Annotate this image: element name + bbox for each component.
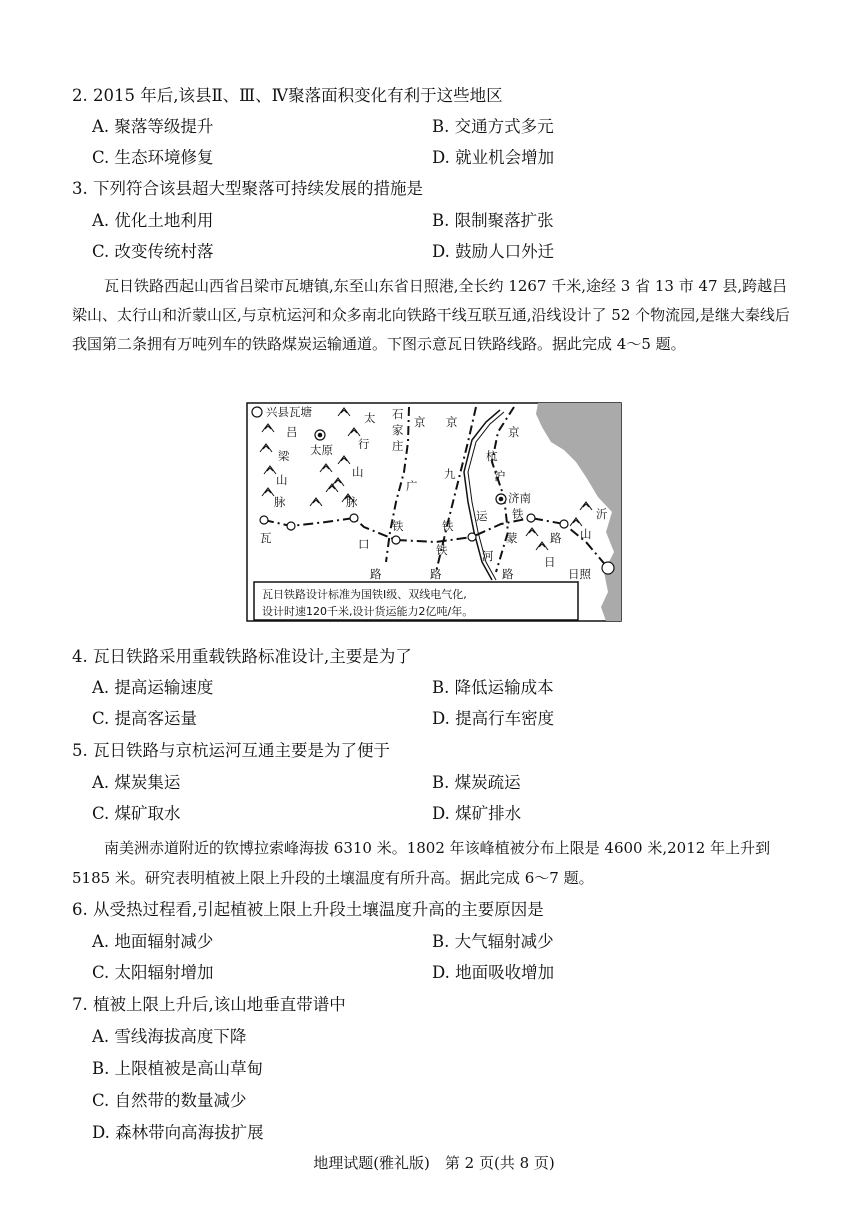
map-label-start-station: 兴县瓦塘 (266, 405, 312, 419)
question-3-option-a: A. 优化土地利用 (92, 211, 214, 230)
question-3-option-c: C. 改变传统村落 (92, 242, 214, 261)
map-label-tie3: 铁 (436, 543, 448, 557)
question-5-option-b: B. 煤炭疏运 (432, 773, 521, 792)
question-6-option-b: B. 大气辐射减少 (432, 932, 554, 951)
map-label-guang: 广 (406, 479, 418, 493)
map-label-meng: 蒙 (506, 531, 518, 545)
question-5-option-a: A. 煤炭集运 (92, 773, 181, 792)
start-station-marker (252, 407, 262, 417)
question-5-option-d: D. 煤矿排水 (432, 804, 522, 823)
map-label-jiu: 九 (444, 467, 456, 481)
map-label-jing3: 京 (508, 425, 520, 439)
question-3-option-d: D. 鼓励人口外迁 (432, 242, 555, 261)
question-2-stem: 2. 2015 年后,该县Ⅱ、Ⅲ、Ⅳ聚落面积变化有利于这些地区 (72, 86, 503, 105)
map-label-ri: 日 (544, 555, 556, 569)
question-4-option-b: B. 降低运输成本 (432, 678, 554, 697)
map-label-yun: 运 (476, 509, 488, 523)
question-5-stem: 5. 瓦日铁路与京杭运河互通主要是为了便于 (72, 741, 390, 760)
map-label-hu: 沪 (494, 469, 506, 483)
map-label-shan3: 山 (580, 527, 592, 541)
question-4-option-a: A. 提高运输速度 (92, 678, 214, 697)
map-label-hang2: 杭 (486, 449, 498, 463)
question-3-option-b: B. 限制聚落扩张 (432, 211, 554, 230)
map-label-he: 河 (482, 549, 494, 563)
map-label-jing1: 京 (414, 415, 426, 429)
map-label-rizhao: 日照 (568, 567, 591, 581)
question-7-option-a: A. 雪线海拔高度下降 (92, 1027, 247, 1046)
map-label-mai2: 脉 (346, 495, 358, 509)
question-6-option-d: D. 地面吸收增加 (432, 963, 555, 982)
map-label-lu1: 路 (370, 567, 382, 581)
question-4-option-d: D. 提高行车密度 (432, 709, 555, 728)
map-label-taiyuan: 太原 (310, 443, 333, 457)
map-label-jing2: 京 (446, 415, 458, 429)
question-7-option-d: D. 森林带向高海拔扩展 (92, 1123, 264, 1142)
page-footer: 地理试题(雅礼版) 第 2 页(共 8 页) (313, 1154, 555, 1172)
map-label-jia: 家 (392, 423, 404, 437)
map-label-zhuang: 庄 (392, 439, 404, 453)
map-label-yi: 沂 (596, 507, 608, 521)
question-2-option-b: B. 交通方式多元 (432, 117, 554, 136)
rizhao-port-marker (602, 562, 614, 574)
map-label-mai1: 脉 (274, 495, 286, 509)
railway-route-map (246, 402, 622, 622)
question-6-option-c: C. 太阳辐射增加 (92, 963, 214, 982)
map-label-shan2: 山 (352, 465, 364, 479)
map-label-liang: 梁 (278, 449, 290, 463)
passage-chimborazo: 南美洲赤道附近的钦博拉索峰海拔 6310 米。1802 年该峰植被分布上限是 4600 米,2012 年上升到 5185 米。研究表明植被上限上升段的土壤温度有所升高。据此完成 6～7 题。 (72, 839, 771, 887)
question-4-stem: 4. 瓦日铁路采用重载铁路标准设计,主要是为了 (72, 647, 412, 666)
passage-railway: 瓦日铁路西起山西省吕梁市瓦塘镇,东至山东省日照港,全长约 1267 千米,途经 3 省 13 市 47 县,跨越吕梁山、太行山和沂蒙山区,与京杭运河和众多南北向铁路干线互联互通,沿线设计了 52 个物流园,是继大秦线后我国第二条拥有万吨列车的铁路煤炭运输通道。下图示意瓦日铁路线路。据此完成 4～5 题。 (72, 277, 790, 353)
map-label-lu2: 路 (430, 567, 442, 581)
question-2-option-a: A. 聚落等级提升 (92, 117, 214, 136)
map-note-line2: 设计时速120千米,设计货运能力2亿吨/年。 (262, 605, 474, 618)
map-label-wa: 瓦 (260, 531, 272, 545)
map-label-tai: 太 (364, 411, 376, 425)
map-label-shi: 石 (392, 407, 404, 421)
question-2-option-d: D. 就业机会增加 (432, 148, 555, 167)
map-note-line1: 瓦日铁路设计标准为国铁Ⅰ级、双线电气化, (262, 588, 467, 601)
map-label-kou: 口 (358, 537, 370, 551)
question-7-stem: 7. 植被上限上升后,该山地垂直带谱中 (72, 995, 346, 1014)
question-7-option-c: C. 自然带的数量减少 (92, 1091, 247, 1110)
question-6-stem: 6. 从受热过程看,引起植被上限上升段土壤温度升高的主要原因是 (72, 900, 544, 919)
map-label-hang: 行 (358, 437, 370, 451)
map-label-lv: 吕 (286, 425, 298, 439)
question-7-option-b: B. 上限植被是高山草甸 (92, 1059, 264, 1078)
map-label-jinan: 济南 (508, 491, 531, 505)
map-label-tie4: 铁 (512, 507, 524, 521)
question-3-stem: 3. 下列符合该县超大型聚落可持续发展的措施是 (72, 179, 423, 198)
question-2-option-c: C. 生态环境修复 (92, 148, 214, 167)
map-label-tie2: 铁 (442, 519, 454, 533)
question-5-option-c: C. 煤矿取水 (92, 804, 181, 823)
map-label-shan1: 山 (276, 473, 288, 487)
question-6-option-a: A. 地面辐射减少 (92, 932, 214, 951)
question-4-option-c: C. 提高客运量 (92, 709, 198, 728)
map-label-lu3: 路 (502, 567, 514, 581)
map-label-tie1: 铁 (392, 519, 404, 533)
map-label-lu4: 路 (550, 531, 562, 545)
